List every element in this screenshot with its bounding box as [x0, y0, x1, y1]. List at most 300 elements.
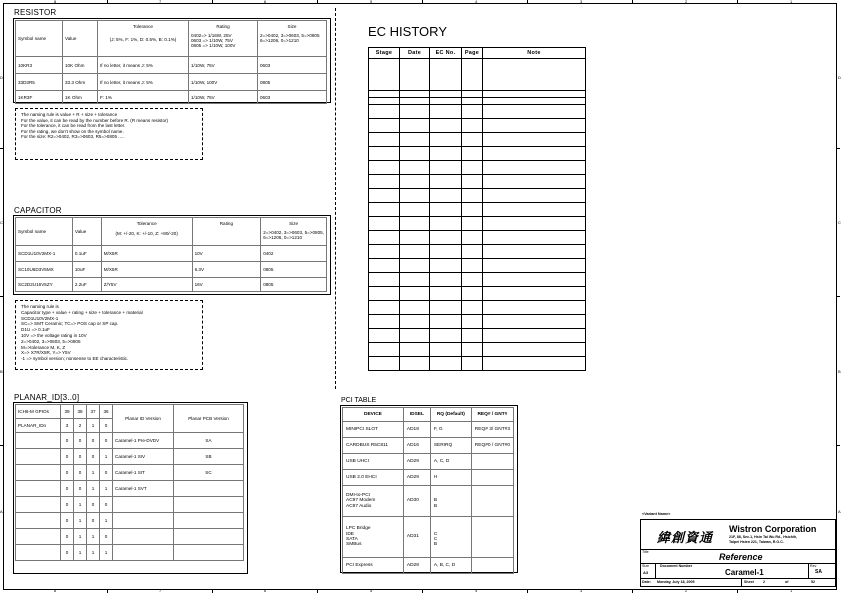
- table-row: [369, 343, 586, 357]
- zone-row-label: A: [838, 509, 841, 514]
- table-row: [369, 203, 586, 217]
- res-note-0: The naming rule is value + R + size + tolerance: [21, 112, 118, 117]
- ec-cell: [462, 161, 483, 175]
- ec-cell: [400, 315, 430, 329]
- cap-cell: M/X5R: [101, 246, 192, 262]
- pci-req-cell: [471, 558, 513, 574]
- cap-note-6: 2=>0402, 3=>0603, 5=>0805: [21, 338, 81, 344]
- table-row: [369, 287, 586, 301]
- zone-col-label: 7: [159, 0, 162, 4]
- planar-bit-cell: 0: [61, 545, 74, 561]
- ec-cell: [369, 273, 400, 287]
- planar-blank-cell: [16, 545, 61, 561]
- ec-cell: [462, 175, 483, 189]
- ec-cell: [462, 217, 483, 231]
- planar-version-cell: Caramel-1 SIT: [113, 465, 174, 481]
- cap-h-value: Value: [72, 218, 101, 246]
- ec-cell: [430, 217, 462, 231]
- ec-h-stage: Stage: [369, 48, 400, 59]
- table-row: [369, 133, 586, 147]
- zone-tick: [0, 148, 3, 149]
- ec-cell: [462, 301, 483, 315]
- res-cell: 0603: [258, 91, 327, 104]
- zone-tick: [837, 148, 840, 149]
- table-row: [16, 74, 327, 91]
- ec-cell: [430, 119, 462, 133]
- ec-cell: [483, 91, 586, 98]
- pci-table: [342, 407, 514, 574]
- table-row: [16, 278, 327, 292]
- ec-cell: [400, 105, 430, 119]
- table-row: [16, 545, 244, 561]
- zone-col-label: 3: [580, 588, 583, 593]
- ec-cell: [430, 259, 462, 273]
- res-cell: If no letter, it means J: 5%: [98, 57, 189, 74]
- cap-h-size-label: Size: [289, 221, 299, 226]
- ec-cell: [369, 147, 400, 161]
- title-label: Title: [642, 550, 649, 554]
- ec-cell: [400, 91, 430, 98]
- table-row: [16, 433, 244, 449]
- pci-idsel-cell: AD29: [403, 470, 430, 486]
- ec-cell: [462, 203, 483, 217]
- cap-cell: SC10U6D3V5MX: [16, 262, 73, 278]
- planar-bit-cell: 0: [74, 481, 87, 497]
- table-row: [369, 91, 586, 98]
- zone-row-label: A: [0, 509, 3, 514]
- pci-rq-cell: C C B: [430, 517, 471, 558]
- ec-cell: [400, 59, 430, 91]
- ec-cell: [483, 147, 586, 161]
- ec-cell: [483, 273, 586, 287]
- res-h-size: [258, 21, 327, 57]
- planar-blank-cell: [16, 513, 61, 529]
- pci-device-cell: CARDBUS R5C811: [343, 438, 404, 454]
- zone-col-label: 6: [264, 0, 267, 4]
- docnum-label: Document Number: [660, 564, 693, 568]
- table-row: [369, 245, 586, 259]
- ec-cell: [369, 105, 400, 119]
- ec-history-table: [368, 47, 586, 371]
- planar-h1-bit: 36: [100, 405, 113, 419]
- zone-col-label: 1: [790, 0, 793, 4]
- zone-tick: [737, 590, 738, 593]
- ec-cell: [400, 245, 430, 259]
- ec-cell: [430, 91, 462, 98]
- cap-note-2: SCD1U10V2MX-1: [21, 315, 59, 321]
- cap-cell: 0.1uF: [72, 246, 101, 262]
- pci-h-idsel: IDSEL: [403, 408, 430, 422]
- planar-version-cell: [113, 545, 174, 561]
- pci-rq-cell: B B: [430, 486, 471, 517]
- table-row: [369, 147, 586, 161]
- zone-col-label: 8: [54, 588, 57, 593]
- pci-device-cell: MINIPCI SLOT: [343, 422, 404, 438]
- zone-tick: [317, 0, 318, 3]
- planar-title: PLANAR_ID[3..0]: [14, 393, 80, 402]
- ec-cell: [430, 161, 462, 175]
- ec-cell: [369, 357, 400, 371]
- ec-cell: [462, 105, 483, 119]
- pci-rq-cell: F, G: [430, 422, 471, 438]
- ec-h-page: Page: [462, 48, 483, 59]
- planar-blank-cell: [16, 481, 61, 497]
- ec-cell: [430, 301, 462, 315]
- ec-cell: [369, 217, 400, 231]
- cap-cell: M/X5R: [101, 262, 192, 278]
- ec-cell: [400, 329, 430, 343]
- ec-cell: [430, 231, 462, 245]
- res-cell: 1KR3F: [16, 91, 63, 104]
- ec-cell: [400, 203, 430, 217]
- cap-h-size: [261, 218, 327, 246]
- date-divider: [741, 579, 742, 586]
- zone-row-label: B: [0, 369, 3, 374]
- planar-pcb-cell: [174, 529, 244, 545]
- planar-bit-cell: 0: [100, 465, 113, 481]
- zone-tick: [737, 0, 738, 3]
- table-row: [16, 91, 327, 104]
- ec-cell: [430, 203, 462, 217]
- planar-h1-bit: 37: [87, 405, 100, 419]
- res-note-4: For the size: R2=>0402, R3=>0603, R5=>0805 .....: [21, 134, 125, 139]
- doc-number: Caramel-1: [725, 568, 764, 577]
- ec-cell: [462, 273, 483, 287]
- ec-cell: [400, 259, 430, 273]
- cap-cell: 0402: [261, 246, 327, 262]
- of-value: 52: [811, 580, 815, 584]
- ec-cell: [483, 329, 586, 343]
- planar-bit-cell: 0: [74, 449, 87, 465]
- table-row: [343, 558, 514, 574]
- planar-bit-cell: 0: [61, 433, 74, 449]
- ec-cell: [369, 245, 400, 259]
- ec-cell: [400, 133, 430, 147]
- ec-cell: [462, 231, 483, 245]
- cap-h-symbol: Symbol name: [16, 218, 73, 246]
- zone-tick: [422, 0, 423, 3]
- table-row: [369, 119, 586, 133]
- pci-h-rq: RQ (Default): [430, 408, 471, 422]
- ec-cell: [483, 357, 586, 371]
- planar-pcb-cell: SB: [174, 449, 244, 465]
- planar-bit-cell: 0: [87, 497, 100, 513]
- table-row: [369, 273, 586, 287]
- res-rating-line-0: 0402=> 1/16W, 25V: [191, 33, 232, 38]
- ec-cell: [462, 147, 483, 161]
- res-h-rating-label: Rating: [216, 24, 230, 29]
- planar-bit-cell: 0: [61, 497, 74, 513]
- ec-cell: [483, 343, 586, 357]
- res-h-tolerance: [98, 21, 189, 57]
- cap-note-7: M=>tolerance M, K, Z: [21, 344, 66, 350]
- planar-h2-bit: 0: [100, 419, 113, 433]
- pci-device-cell: USB UHCI: [343, 454, 404, 470]
- cap-cell: SC2D2U16V5ZY: [16, 278, 73, 292]
- res-rating-line-1: 0603 => 1/10W, 75V: [191, 38, 233, 43]
- pci-device-cell: DMI-to-PCI AC97 Modem AC97 Audio: [343, 486, 404, 517]
- ec-cell: [483, 287, 586, 301]
- ec-cell: [369, 119, 400, 133]
- ec-cell: [462, 315, 483, 329]
- ec-cell: [430, 175, 462, 189]
- planar-bit-cell: 1: [74, 529, 87, 545]
- planar-h1-bit: 39: [61, 405, 74, 419]
- ec-cell: [462, 259, 483, 273]
- ec-cell: [483, 315, 586, 329]
- ec-cell: [369, 133, 400, 147]
- planar-bit-cell: 0: [100, 529, 113, 545]
- pci-idsel-cell: AD29: [403, 454, 430, 470]
- resistor-table: [15, 20, 327, 104]
- cap-note-8: X=> X7R/X5R, Y=> Y5V: [21, 350, 71, 356]
- planar-version-cell: Caramel-1 Pre-DVDV: [113, 433, 174, 449]
- zone-tick: [107, 590, 108, 593]
- planar-bit-cell: 1: [100, 513, 113, 529]
- ec-cell: [483, 189, 586, 203]
- res-cell: 33D3R5: [16, 74, 63, 91]
- rev-cell: [808, 563, 836, 578]
- ec-h-ecno: EC No.: [430, 48, 462, 59]
- zone-tick: [527, 590, 528, 593]
- ec-cell: [462, 343, 483, 357]
- ec-cell: [430, 273, 462, 287]
- planar-bit-cell: 1: [87, 545, 100, 561]
- planar-bit-cell: 1: [87, 529, 100, 545]
- planar-pcb-cell: [174, 545, 244, 561]
- ec-cell: [400, 287, 430, 301]
- planar-bit-cell: 0: [87, 449, 100, 465]
- zone-row-label: C: [838, 220, 841, 225]
- zone-tick: [837, 445, 840, 446]
- res-note-1: For the value, it can be read by the number before R. (R means resistor): [21, 117, 169, 123]
- ec-cell: [400, 175, 430, 189]
- pci-idsel-cell: AD30: [403, 486, 430, 517]
- date-label: Date:: [642, 580, 651, 584]
- ec-cell: [400, 98, 430, 105]
- ec-cell: [483, 59, 586, 91]
- pci-device-cell: PCI Express: [343, 558, 404, 574]
- table-row: [369, 175, 586, 189]
- pci-idsel-cell: AD16: [403, 438, 430, 454]
- table-row: [369, 217, 586, 231]
- res-cell: If no letter, it means J: 5%: [98, 74, 189, 91]
- res-cell: 1K Ohm: [63, 91, 98, 104]
- ec-cell: [430, 189, 462, 203]
- ec-cell: [483, 133, 586, 147]
- ec-cell: [483, 245, 586, 259]
- pci-rq-cell: H: [430, 470, 471, 486]
- pci-rq-cell: A, C, D: [430, 454, 471, 470]
- cap-size-line-1: 6=>1206, 0=>1210: [263, 235, 303, 240]
- planar-bit-cell: 1: [74, 545, 87, 561]
- ec-cell: [400, 343, 430, 357]
- planar-pcb-cell: SC: [174, 465, 244, 481]
- ec-cell: [369, 59, 400, 91]
- zone-tick: [107, 0, 108, 3]
- pci-req-cell: REQ# 3/ GNT#3: [471, 422, 513, 438]
- zone-col-label: 8: [54, 0, 57, 4]
- ec-cell: [483, 98, 586, 105]
- planar-pcb-cell: [174, 497, 244, 513]
- table-row: [16, 513, 244, 529]
- ec-cell: [369, 91, 400, 98]
- planar-version-cell: [113, 513, 174, 529]
- cap-cell: 2.2uF: [72, 278, 101, 292]
- company-address-2: Taipei Hsien 221, Taiwan, R.O.C.: [729, 540, 784, 544]
- ec-cell: [400, 357, 430, 371]
- ec-cell: [462, 133, 483, 147]
- zone-tick: [632, 590, 633, 593]
- company-address-1: 21F, 88, Sec.1, Hsin Tai Wu Rd., Hsichih,: [729, 535, 798, 539]
- pci-h-req: REQ# / GNT#: [471, 408, 513, 422]
- zone-col-label: 5: [370, 588, 373, 593]
- ec-cell: [430, 147, 462, 161]
- planar-bit-cell: 0: [74, 433, 87, 449]
- planar-h-pcb: Planar PCB Version: [174, 405, 244, 433]
- table-row: [369, 231, 586, 245]
- cap-cell: 0805: [261, 262, 327, 278]
- planar-version-cell: Caramel-1 SVT: [113, 481, 174, 497]
- ec-cell: [369, 329, 400, 343]
- table-row: [369, 105, 586, 119]
- ec-cell: [400, 189, 430, 203]
- ec-cell: [369, 301, 400, 315]
- ec-cell: [462, 329, 483, 343]
- table-row: [369, 259, 586, 273]
- zone-row-label: D: [0, 75, 3, 80]
- doc-row: [641, 563, 835, 579]
- ec-cell: [400, 147, 430, 161]
- ec-cell: [430, 98, 462, 105]
- res-cell: 10KR3: [16, 57, 63, 74]
- table-row: [16, 57, 327, 74]
- zone-tick: [422, 590, 423, 593]
- zone-tick: [632, 0, 633, 3]
- pci-rq-cell: A, B, C, D: [430, 558, 471, 574]
- zone-row-label: D: [838, 75, 841, 80]
- capacitor-table: [15, 217, 327, 292]
- cap-size-line-0: 2=>0402, 3=>0603, 5=>0805,: [263, 230, 324, 235]
- cap-h-tolerance-sub: (M: +/-20, K: +/-10, Z: +80/-20): [115, 231, 178, 236]
- res-note-2: For the tolerance, it can be read from the last letter.: [21, 123, 126, 128]
- res-h-tolerance-label: Tolerance: [133, 24, 153, 29]
- cap-cell: 6.3V: [192, 262, 261, 278]
- table-row: [16, 481, 244, 497]
- cap-cell: Z/Y5V: [101, 278, 192, 292]
- cap-note-3: SC=> SMT Ceramic; TC=> POS cap or SP cap.: [21, 321, 119, 327]
- ec-cell: [400, 301, 430, 315]
- ec-cell: [369, 259, 400, 273]
- pci-device-cell: LPC Bridge IDE SATA SMBus: [343, 517, 404, 558]
- table-row: [343, 486, 514, 517]
- planar-h2-bit: 1: [87, 419, 100, 433]
- zone-tick: [0, 445, 3, 446]
- zone-row-label: B: [838, 369, 841, 374]
- res-rating-line-2: 0805 => 1/10W, 100V: [191, 43, 236, 48]
- company-logo-cjk: 緯創資通: [657, 531, 714, 546]
- cap-cell: 0805: [261, 278, 327, 292]
- ec-cell: [430, 245, 462, 259]
- ec-cell: [483, 217, 586, 231]
- title-value: Reference: [719, 552, 763, 562]
- ec-cell: [483, 203, 586, 217]
- size-cell: [641, 563, 656, 578]
- table-row: [343, 454, 514, 470]
- table-row: [16, 246, 327, 262]
- pci-req-cell: [471, 486, 513, 517]
- table-row: [369, 315, 586, 329]
- res-cell: 0805: [258, 74, 327, 91]
- planar-version-cell: Caramel-1 SIV: [113, 449, 174, 465]
- planar-bit-cell: 1: [100, 449, 113, 465]
- ec-cell: [430, 133, 462, 147]
- rev-label: Rev: [810, 564, 817, 568]
- planar-bit-cell: 0: [61, 529, 74, 545]
- cap-note-9: -1 => symbol version; nonsense to EE characteristic.: [21, 356, 129, 362]
- zone-col-label: 5: [370, 0, 373, 4]
- zone-row-label: C: [0, 220, 3, 225]
- variant-name: <Variant Name>: [642, 512, 671, 516]
- capacitor-title: CAPACITOR: [14, 206, 62, 215]
- ec-title: EC HISTORY: [368, 24, 447, 39]
- ec-cell: [462, 245, 483, 259]
- planar-bit-cell: 0: [61, 513, 74, 529]
- planar-bit-cell: 0: [87, 433, 100, 449]
- zone-tick: [837, 296, 840, 297]
- ec-cell: [483, 231, 586, 245]
- cap-cell: SCD1U10V2MX-1: [16, 246, 73, 262]
- planar-bit-cell: 0: [100, 433, 113, 449]
- ec-cell: [369, 189, 400, 203]
- ec-cell: [483, 301, 586, 315]
- table-row: [369, 161, 586, 175]
- ec-cell: [430, 357, 462, 371]
- pci-rq-cell: SERIRQ: [430, 438, 471, 454]
- planar-bit-cell: 1: [74, 497, 87, 513]
- planar-h-ver: Planar ID Version: [113, 405, 174, 433]
- table-row: [16, 262, 327, 278]
- zone-col-label: 3: [580, 0, 583, 4]
- table-row: [16, 465, 244, 481]
- res-cell: 33.3 Ohm: [63, 74, 98, 91]
- zone-tick: [212, 590, 213, 593]
- ec-cell: [462, 98, 483, 105]
- planar-h2-bit: 2: [74, 419, 87, 433]
- cap-h-rating: Rating: [192, 218, 261, 246]
- size-value: A3: [643, 570, 649, 575]
- zone-col-label: 2: [685, 588, 688, 593]
- zone-col-label: 4: [475, 588, 478, 593]
- planar-h2-label: PLANAR_IDn: [16, 419, 61, 433]
- capacitor-notes: [15, 300, 203, 370]
- res-cell: 1/10W, 100V: [189, 74, 258, 91]
- title-row: [641, 549, 835, 564]
- pci-idsel-cell: AD31: [403, 517, 430, 558]
- company-area: [641, 520, 835, 550]
- ec-cell: [369, 175, 400, 189]
- ec-cell: [400, 119, 430, 133]
- table-row: [16, 497, 244, 513]
- res-size-line-1: 6=>1206, 0=>1210: [260, 38, 299, 43]
- pci-req-cell: [471, 470, 513, 486]
- planar-pcb-cell: [174, 513, 244, 529]
- res-cell: F: 1%: [98, 91, 189, 104]
- resistor-title: RESISTOR: [14, 8, 57, 17]
- ec-cell: [483, 259, 586, 273]
- ec-cell: [369, 98, 400, 105]
- res-cell: 1/10W, 75V: [189, 57, 258, 74]
